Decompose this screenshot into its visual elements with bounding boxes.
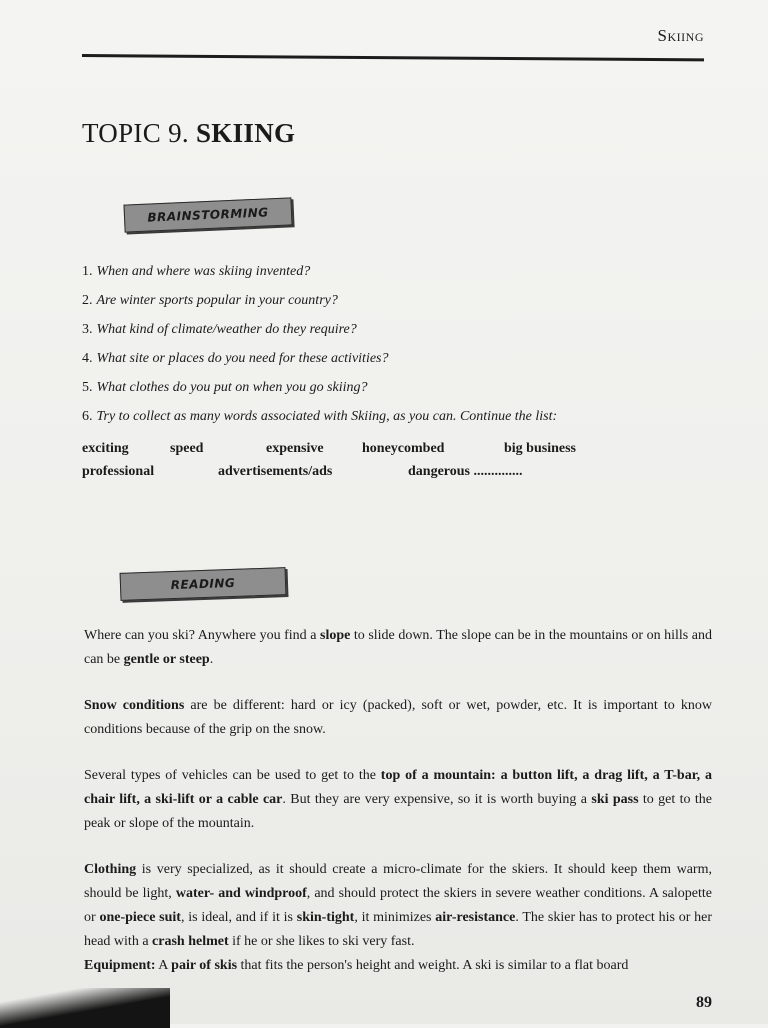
word-item: professional — [82, 464, 155, 479]
header-rule — [82, 54, 704, 61]
question-item — [82, 320, 702, 349]
reading-banner: READING — [120, 567, 287, 601]
word-item: dangerous .............. — [408, 464, 523, 479]
text-run: Where can you ski? Anywhere you find a — [84, 628, 320, 643]
question-text: When and where was skiing invented? — [96, 264, 311, 279]
question-number: 3. — [82, 322, 93, 337]
question-number: 1. — [82, 264, 93, 279]
question-text: What site or places do you need for these activities? — [96, 351, 389, 366]
question-number: 6. — [82, 409, 93, 424]
text-run: , and should protect the skiers in severe weather conditions. A salopette or — [84, 886, 712, 925]
key-term: air-resistance — [435, 910, 516, 925]
brainstorming-banner: BRAINSTORMING — [123, 197, 292, 232]
topic-name: SKIING — [195, 118, 296, 148]
page-number: 89 — [696, 994, 712, 1011]
question-text: What clothes do you put on when you go skiing? — [96, 380, 368, 395]
question-number: 2. — [82, 293, 93, 308]
question-item — [82, 291, 702, 320]
word-item: big business — [504, 441, 576, 456]
reading-text — [84, 624, 712, 978]
scan-shadow — [0, 988, 170, 1028]
topic-title — [82, 118, 295, 149]
text-run: . But they are very expensive, so it is worth buying a — [282, 792, 592, 807]
question-text: Try to collect as many words associated with Skiing, as you can. Continue the list: — [96, 409, 558, 424]
key-term: top of a mountain: a button lift, a drag lift, a T-bar, a chair lift, a ski-lift or a cable car — [84, 768, 712, 807]
question-text: Are winter sports popular in your country? — [96, 293, 338, 308]
key-term: gentle or steep — [123, 652, 210, 667]
key-term: skin-tight — [296, 910, 355, 925]
text-run: , is ideal, and if it is — [180, 910, 297, 925]
key-term: pair of skis — [171, 958, 238, 973]
text-run: Several types of vehicles can be used to get to the — [84, 768, 381, 783]
key-term: one-piece suit — [99, 910, 181, 925]
text-run: , it minimizes — [354, 910, 436, 925]
text-run: to slide down. The slope can be in the mountains or on hills and can be — [84, 628, 713, 667]
word-item: exciting — [82, 441, 129, 456]
key-term: Snow conditions — [84, 698, 185, 713]
key-term: ski pass — [591, 792, 639, 807]
reading-paragraph — [84, 858, 712, 954]
text-run: are be different: hard or icy (packed), soft or wet, powder, etc. It is important to know conditions because of the grip on the snow. — [84, 698, 712, 737]
word-item: advertisements/ads — [218, 464, 333, 479]
question-number: 4. — [82, 351, 93, 366]
running-head: Skiing — [657, 26, 704, 45]
question-item — [82, 262, 702, 291]
word-item: speed — [170, 441, 204, 456]
text-run: A — [155, 958, 172, 973]
key-term: Clothing — [84, 862, 137, 877]
text-run: . The skier has to protect his or her head with a — [84, 910, 712, 949]
key-term: crash helmet — [152, 934, 229, 949]
text-run: . — [209, 652, 214, 667]
word-item: expensive — [266, 441, 324, 456]
text-run: that fits the person's height and weight. A ski is similar to a flat board — [237, 958, 629, 973]
word-item: honeycombed — [362, 441, 445, 456]
question-number: 5. — [82, 380, 93, 395]
key-term: slope — [320, 628, 351, 643]
topic-prefix: TOPIC 9. — [82, 118, 189, 148]
reading-paragraph — [84, 954, 712, 978]
key-term: Equipment: — [84, 958, 156, 973]
text-run: is very specialized, as it should create a micro-climate for the skiers. It should keep them warm, should be light, — [84, 862, 712, 901]
brainstorming-questions — [82, 262, 702, 436]
text-run: if he or she likes to ski very fast. — [228, 934, 415, 949]
question-item — [82, 349, 702, 378]
question-item — [82, 378, 702, 407]
reading-paragraph — [84, 624, 712, 672]
reading-paragraph — [84, 764, 712, 836]
question-item — [82, 407, 702, 436]
key-term: water- and windproof — [175, 886, 307, 901]
text-run: to get to the peak or slope of the mountain. — [84, 792, 712, 831]
question-text: What kind of climate/weather do they require? — [96, 322, 357, 337]
reading-paragraph — [84, 694, 712, 742]
